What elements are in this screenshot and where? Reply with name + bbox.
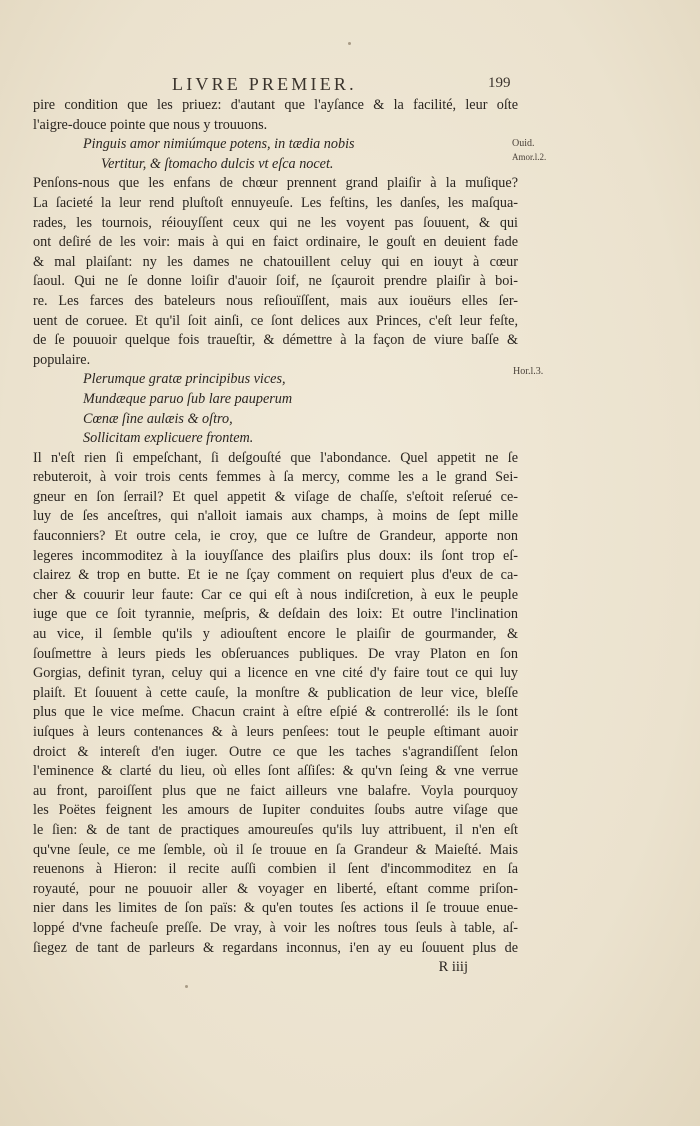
text-line: uent de coruee. Et qu'il ſoit ainſi, ce ſont delices aux Princes, c'eſt leur feſte,	[33, 312, 518, 329]
text-line: cher & couurir leur faute: Car ce qui eſt à nous indiſcretion, à eux le peuple	[33, 586, 518, 603]
text-line: ſaoul. Qui ne ſe donne loiſir d'auoir ſoif, ne ſçauroit prendre plaiſir à boi-	[33, 273, 518, 290]
text-line: le ſien: & de tant de practiques amoureuſes qu'ils luy attribuent, il n'en eſt	[33, 821, 518, 838]
text-line: La ſacieté la leur rend pluſtoſt ennuyeuſe. Les feſtins, les danſes, les maſqua-	[33, 194, 518, 211]
running-header	[0, 74, 700, 96]
text-line: Cœnæ ſine aulæis & oſtro,	[83, 410, 233, 427]
text-line: Plerumque gratæ principibus vices,	[83, 371, 286, 388]
text-line: rebuteroit, à voir trois cents femmes à ſa mercy, comme les a le grand Sei-	[33, 469, 518, 486]
text-line: loppé d'vne facheuſe preſſe. De vray, à voir les noſtres tous ſeuls à table, aſ-	[33, 919, 518, 936]
text-line: & mal plaiſant: ny les dames ne chatouillent celuy qui en iouyt à cœur	[33, 253, 518, 270]
print-speck	[348, 42, 351, 45]
text-line: legeres incommoditez à la iouyſſance des plaiſirs plus doux: ils ſont trop eſ-	[33, 547, 518, 564]
text-line: l'eminence & clarté du lieu, où elles ſont aſſiſes: & qu'vn ſeing & vne verrue	[33, 763, 518, 780]
text-line: Penſons-nous que les enfans de chœur prennent grand plaiſir à la muſique?	[33, 175, 518, 192]
text-line: ſouſmettre à leurs pieds les obſeruances publiques. De vray Platon en ſon	[33, 645, 518, 662]
running-title: LIVRE PREMIER.	[172, 74, 357, 94]
text-line: Sollicitam explicuere frontem.	[83, 430, 254, 447]
text-line: iuge que ce ſoit tyrannie, meſpris, & deſdain des loix: Et outre l'inclination	[33, 606, 518, 623]
text-line: royauté, pour ne pouuoir aller & voyager en liberté, eſtant comme priſon-	[33, 880, 518, 897]
text-line: Gorgias, definit tyran, celuy qui a licence en vne cité d'y faire tout ce qui luy	[33, 665, 518, 682]
body-text	[33, 96, 518, 980]
signature-mark: R iiij	[438, 959, 468, 976]
text-line: qu'vne ſeule, ce me ſemble, où il ſe trouue en ſa Grandeur & Maieſté. Mais	[33, 841, 518, 858]
text-line: Mundæque paruo ſub lare pauperum	[83, 390, 293, 407]
text-line: fauconniers? Et outre cela, ie croy, que ce luſtre de Grandeur, apporte non	[33, 528, 518, 545]
text-line: rades, les tournois, réiouyſſent ceux qui ne les voyent pas ſouuent, & qui	[33, 214, 518, 231]
margin-note-horace: Hor.l.3.	[513, 366, 544, 377]
text-line: luy de ſes anceſtres, qui n'alloit iamais aux champs, à moins de ſept mille	[33, 508, 518, 525]
text-line: gneur en ſon ſerrail? Et quel appetit & viſage de chaſſe, s'eſtoit reſerué ce-	[33, 488, 518, 505]
text-line: Vertitur, & ſtomacho dulcis vt eſca nocet.	[101, 155, 334, 172]
text-line: l'aigre-douce pointe que nous y trouuons.	[33, 116, 268, 133]
text-line: au vice, il ſemble qu'ils y adiouſtent encore le plaiſir de gourmander, &	[33, 626, 518, 643]
text-line: reuenons à Hieron: il recite auſſi combien il ſent d'incommoditez en ſa	[33, 861, 518, 878]
text-line: populaire.	[33, 351, 91, 368]
text-line: nier dans les limites de ſon païs: & qu'en toutes ſes actions il ſe trouue enue-	[33, 900, 518, 917]
text-line: ont deſiré de les voir: mais à qui en faict ordinaire, le gouſt en deuient fade	[33, 234, 518, 251]
text-line: de ſe pouuoir quelque fois traueſtir, & démettre à la façon de viure baſſe &	[33, 332, 518, 349]
text-line: iuſques à leurs contenances & à leurs penſees: tout le peuple eſtimant auoir	[33, 724, 518, 740]
text-line: Il n'eſt rien ſi empeſchant, ſi deſgouſté que l'abondance. Quel appetit ne ſe	[33, 449, 518, 466]
text-line: plus que le vice meſme. Chacun craint à eſtre eſpié & contrerollé: ils le ſont	[33, 704, 518, 721]
text-line: au front, paroiſſent plus que ne faict ailleurs vne balafre. Voyla pourquoy	[33, 782, 518, 799]
text-line: clairez & trop en butte. Et ie ne ſçay comment on requiert plus d'eux de ca-	[33, 567, 518, 584]
page-number: 199	[488, 75, 511, 91]
text-line: droict & intereſt d'en iuger. Outre ce que les taches s'agrandiſſent ſelon	[33, 743, 518, 760]
text-line: plaiſt. Et ſouuent à cette cauſe, la monſtre & publication de leur vice, bleſſe	[33, 684, 518, 701]
text-line: pire condition que les priuez: d'autant que l'ayſance & la facilité, leur oſte	[33, 97, 518, 113]
text-line: les Poëtes feignent les amours de Iupiter conduites ſoubs autre viſage que	[33, 802, 518, 819]
text-line: re. Les farces des bateleurs nous reſiouïſſent, mais aux iouëurs elles ſer-	[33, 292, 518, 309]
margin-note-ovid: Ouid.	[512, 138, 535, 149]
text-line: Pinguis amor nimiúmque potens, in tædia nobis	[83, 136, 355, 153]
text-line: ſiegez de tant de parleurs & regardans inconnus, i'en ay eu ſouuent plus de	[33, 939, 518, 956]
margin-note-amor: Amor.l.2.	[512, 152, 547, 162]
print-speck	[185, 985, 188, 988]
